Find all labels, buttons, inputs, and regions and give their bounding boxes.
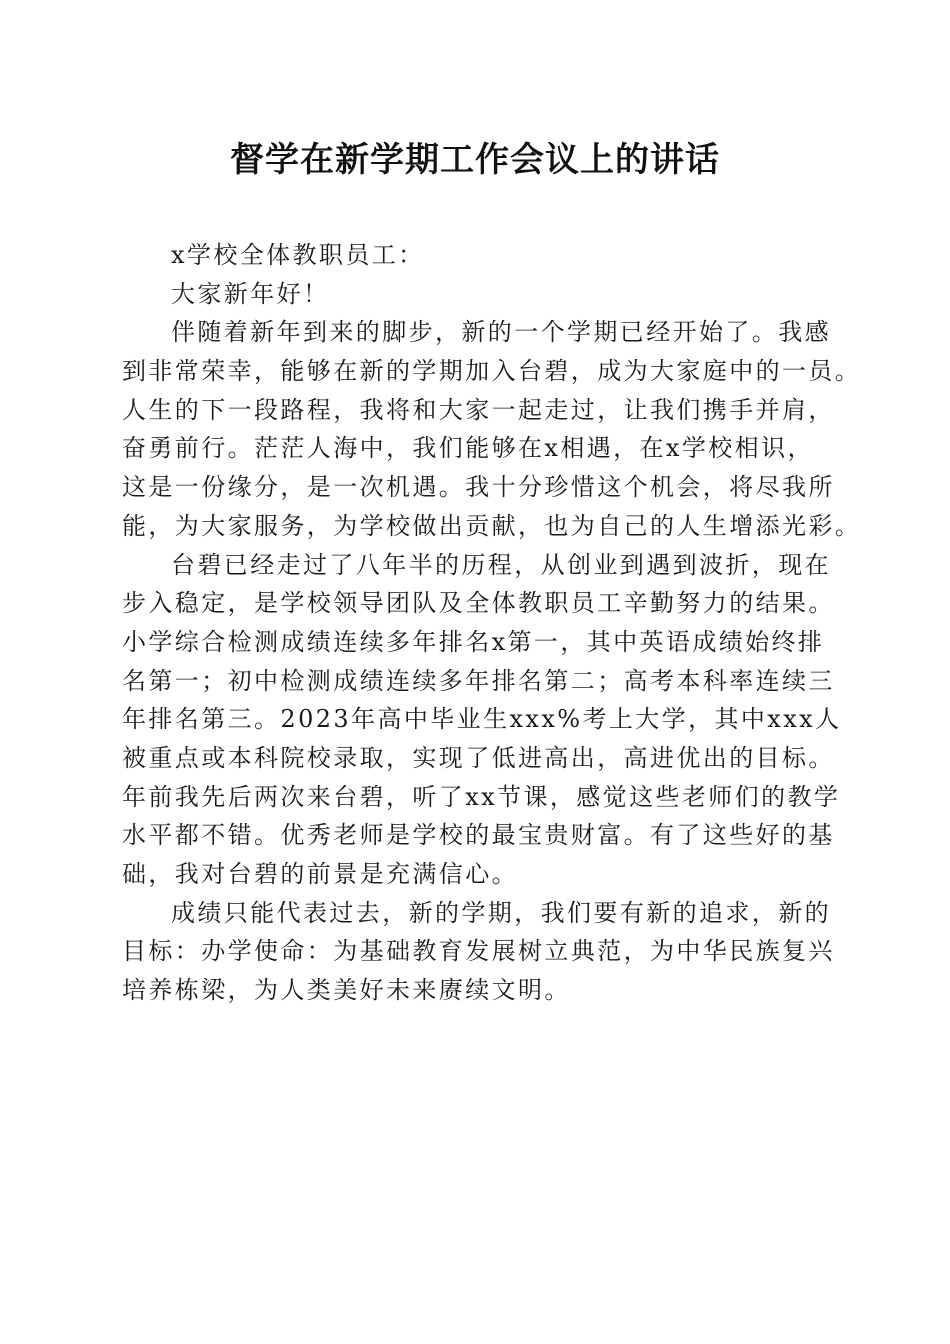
paragraph-line: 到非常荣幸，能够在新的学期加入台碧，成为大家庭中的一员。 <box>122 357 862 386</box>
paragraph-line: 奋勇前行。茫茫人海中，我们能够在x相遇，在x学校相识， <box>122 434 814 463</box>
paragraph-line: 名第一；初中检测成绩连续多年排名第二；高考本科率连续三 <box>122 666 835 695</box>
paragraph-line: 人生的下一段路程，我将和大家一起走过，让我们携手并肩， <box>122 395 835 424</box>
paragraph-line: 础，我对台碧的前景是充满信心。 <box>122 860 518 888</box>
paragraph-3 <box>122 894 838 1010</box>
paragraph-line: 能，为大家服务，为学校做出贡献，也为自己的人生增添光彩。 <box>122 511 862 540</box>
paragraph-line: 年前我先后两次来台碧，听了xx节课，感觉这些老师们的教学 <box>122 782 841 811</box>
salutation <box>122 236 838 275</box>
document-body <box>122 236 862 1010</box>
paragraph-1 <box>122 313 862 545</box>
paragraph-line: 这是一份缘分，是一次机遇。我十分珍惜这个机会，将尽我所 <box>122 473 835 502</box>
paragraph-line: 步入稳定，是学校领导团队及全体教职员工辛勤努力的结果。 <box>122 589 835 618</box>
greeting <box>122 275 838 314</box>
paragraph-line: 培养栋梁，为人类美好未来赓续文明。 <box>122 976 571 1005</box>
paragraph-2 <box>122 546 842 894</box>
paragraph-line: 水平都不错。优秀老师是学校的最宝贵财富。有了这些好的基 <box>122 821 835 850</box>
paragraph-line: 台碧已经走过了八年半的历程，从创业到遇到波折，现在 <box>171 550 831 579</box>
greeting-line: 大家新年好！ <box>171 279 330 308</box>
document-title: 督学在新学期工作会议上的讲话 <box>230 140 720 180</box>
salutation-line: x学校全体教职员工： <box>171 241 425 269</box>
paragraph-line: 成绩只能代表过去，新的学期，我们要有新的追求，新的 <box>171 898 831 927</box>
paragraph-line: 被重点或本科院校录取，实现了低进高出，高进优出的目标。 <box>122 743 835 772</box>
paragraph-line: 年排名第三。2023年高中毕业生xxx%考上大学，其中xxx人 <box>122 705 842 734</box>
paragraph-line: 小学综合检测成绩连续多年排名x第一，其中英语成绩始终排 <box>122 627 825 656</box>
paragraph-line: 目标：办学使命：为基础教育发展树立典范，为中华民族复兴 <box>122 937 835 966</box>
paragraph-line: 伴随着新年到来的脚步，新的一个学期已经开始了。我感 <box>171 318 831 347</box>
